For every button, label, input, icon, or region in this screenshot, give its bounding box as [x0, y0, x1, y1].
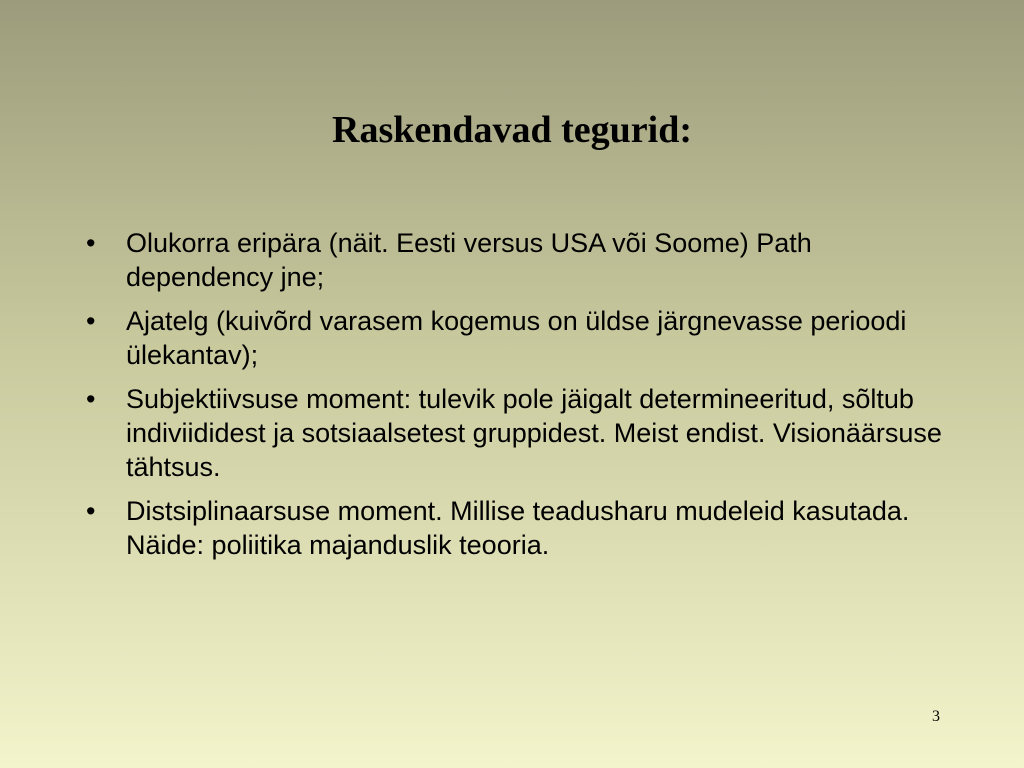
bullet-text: Distsiplinaarsuse moment. Millise teadusharu mudeleid kasutada. Näide: poliitika majanduslik teooria.	[126, 496, 910, 560]
bullet-icon: •	[86, 384, 96, 414]
bullet-icon: •	[86, 496, 96, 526]
bullet-list	[86, 226, 946, 572]
bullet-text: Ajatelg (kuivõrd varasem kogemus on üldse järgnevasse perioodi ülekantav);	[126, 306, 907, 370]
bullet-text: Olukorra eripära (näit. Eesti versus USA või Soome) Path dependency jne;	[126, 228, 812, 292]
bullet-item	[86, 494, 946, 562]
bullet-item	[86, 304, 946, 372]
slide-number: 3	[932, 708, 940, 725]
bullet-icon: •	[86, 228, 96, 258]
bullet-item	[86, 382, 946, 484]
slide-title: Raskendavad tegurid:	[332, 109, 692, 151]
bullet-text: Subjektiivsuse moment: tulevik pole jäigalt determineeritud, sõltub indiviididest ja sotsiaalsetest gruppidest. Meist endist. Visionäärsuse tähtsus.	[126, 384, 942, 482]
bullet-item	[86, 226, 946, 294]
bullet-icon: •	[86, 306, 96, 336]
